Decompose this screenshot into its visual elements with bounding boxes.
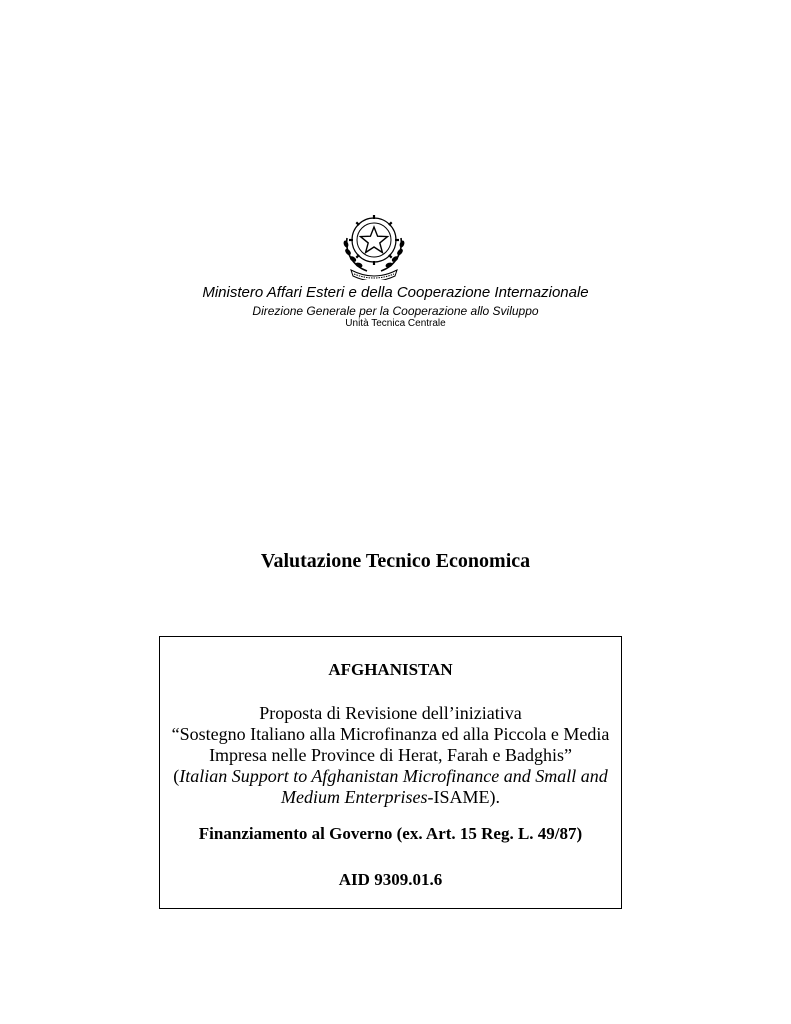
- english-title-line-2: [160, 787, 621, 808]
- aid-code: AID 9309.01.6: [338, 870, 443, 889]
- italian-republic-emblem-icon: [337, 208, 411, 280]
- ministry-name: Ministero Affari Esteri e della Cooperazione Internazionale: [202, 284, 589, 301]
- english-title-line-1: [160, 766, 621, 787]
- english-title-italic-1: Italian Support to Afghanistan Microfinance and Small and: [179, 766, 608, 786]
- english-open-paren: (: [173, 766, 180, 786]
- financing-type: Finanziamento al Governo (ex. Art. 15 Reg. L. 49/87): [198, 824, 583, 843]
- unit-name: Unità Tecnica Centrale: [345, 318, 446, 329]
- english-title-italic-2: Medium Enterprises: [281, 787, 428, 807]
- proposal-line-3: Impresa nelle Province di Herat, Farah e Badghis”: [209, 745, 572, 765]
- proposal-line-2: “Sostegno Italiano alla Microfinanza ed alla Piccola e Media: [171, 724, 610, 744]
- document-title: Valutazione Tecnico Economica: [260, 550, 531, 572]
- english-acronym: -ISAME).: [427, 787, 500, 807]
- proposal-description: [160, 703, 621, 808]
- project-summary-box: [159, 636, 622, 909]
- proposal-line-1: Proposta di Revisione dell’iniziativa: [259, 703, 522, 723]
- directorate-name: Direzione Generale per la Cooperazione allo Sviluppo: [252, 304, 539, 318]
- country-heading: AFGHANISTAN: [328, 660, 453, 679]
